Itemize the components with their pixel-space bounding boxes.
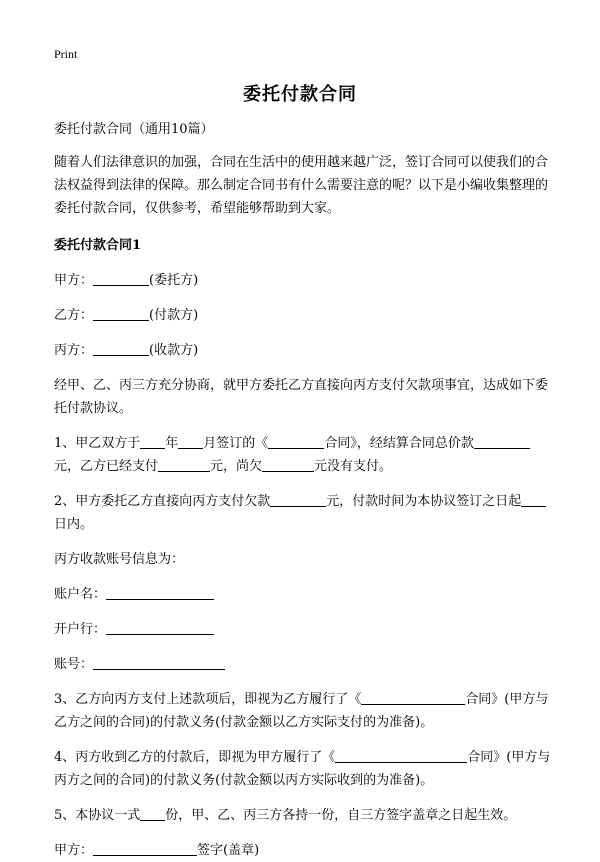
account-info-heading: 丙方收款账号信息为： [54, 552, 185, 567]
clause-1-year-blank [140, 434, 165, 449]
clause-5-text-a: 5、本协议一式 [54, 808, 141, 823]
clause-1-total-blank [474, 434, 530, 449]
party-c-blank [93, 341, 149, 356]
clause-4-text-b: 合同》(甲方与丙方之间的合同)的付款义务(付款金额以丙方实际收到的为准备)。 [54, 750, 551, 788]
clause-2-text-b: 元，付款时间为本协议签订之日起 [326, 494, 522, 509]
account-name-line [54, 583, 554, 606]
document-body [54, 118, 554, 862]
clause-5 [54, 804, 554, 827]
party-c-role: (收款方) [149, 343, 199, 358]
document-subtitle: 委托付款合同（通用10篇） [54, 122, 214, 137]
party-b-role: (付款方) [149, 308, 199, 323]
party-a-blank [93, 271, 149, 286]
account-name-label: 账户名： [54, 587, 107, 602]
document-title: 委托付款合同 [243, 84, 357, 105]
clause-2 [54, 490, 554, 536]
clause-5-copies-blank [140, 806, 165, 821]
account-name-blank [106, 585, 214, 600]
party-c-label: 丙方： [54, 343, 94, 358]
signature-blank [93, 841, 197, 856]
clause-3-text-a: 3、乙方向丙方支付上述款项后，即视为乙方履行了《 [54, 692, 362, 707]
signature-line [54, 839, 554, 862]
clause-4-contract-blank [335, 748, 467, 763]
party-a-label: 甲方： [54, 273, 94, 288]
clause-1-text-g: 元没有支付。 [314, 459, 393, 474]
clause-1-text-b: 年 [165, 436, 179, 451]
signature-suffix: 签字(盖章) [197, 843, 260, 858]
account-number-line [54, 653, 554, 676]
clause-4-text-a: 4、丙方收到乙方的付款后，即视为甲方履行了《 [54, 750, 336, 765]
party-c-line [54, 339, 554, 362]
account-number-blank [93, 655, 225, 670]
clause-1-text-a: 1、甲乙双方于 [54, 436, 141, 451]
party-b-label: 乙方： [54, 308, 94, 323]
clause-1-owed-blank [262, 457, 314, 472]
account-bank-blank [106, 620, 214, 635]
clause-2-text-a: 2、甲方委托乙方直接向丙方支付欠款 [54, 494, 271, 509]
clause-1-contract-blank [268, 434, 324, 449]
party-b-line [54, 304, 554, 327]
clause-1 [54, 432, 554, 478]
clause-3-contract-blank [361, 690, 465, 705]
party-a-role: (委托方) [149, 273, 199, 288]
clause-3 [54, 688, 554, 734]
party-a-line [54, 269, 554, 292]
clause-5-text-b: 份，甲、乙、丙三方各持一份，自三方签字盖章之日起生效。 [165, 808, 517, 823]
party-b-blank [93, 306, 149, 321]
clause-2-days-blank [521, 492, 546, 507]
clause-1-text-e: 元，乙方已经支付 [54, 459, 159, 474]
intro-paragraph: 随着人们法律意识的加强，合同在生活中的使用越来越广泛，签订合同可以使我们的合法权益得到法律的保障。那么制定合同书有什么需要注意的呢？以下是小编收集整理的委托付款合同，仅供参考，希望能够帮助到大家。 [54, 155, 549, 216]
clause-1-paid-blank [158, 457, 210, 472]
print-label[interactable]: Print [54, 47, 78, 61]
clause-1-text-d: 合同》，经结算合同总价款 [324, 436, 474, 451]
account-bank-label: 开户行： [54, 622, 107, 637]
account-number-label: 账号： [54, 657, 94, 672]
section-heading: 委托付款合同1 [54, 238, 142, 253]
clause-3-text-b: 合同》(甲方与乙方之间的合同)的付款义务(付款金额以乙方实际支付的为准备)。 [54, 692, 549, 730]
clause-2-amount-blank [270, 492, 326, 507]
clause-1-text-c: 月签订的《 [203, 436, 269, 451]
clause-1-text-f: 元，尚欠 [210, 459, 263, 474]
preamble-paragraph: 经甲、乙、丙三方充分协商，就甲方委托乙方直接向丙方支付欠款项事宜，达成如下委托付款协议。 [54, 378, 549, 416]
signature-label: 甲方： [54, 843, 94, 858]
clause-1-month-blank [178, 434, 203, 449]
account-bank-line [54, 618, 554, 641]
clause-4 [54, 746, 554, 792]
clause-2-text-c: 日内。 [54, 517, 94, 532]
